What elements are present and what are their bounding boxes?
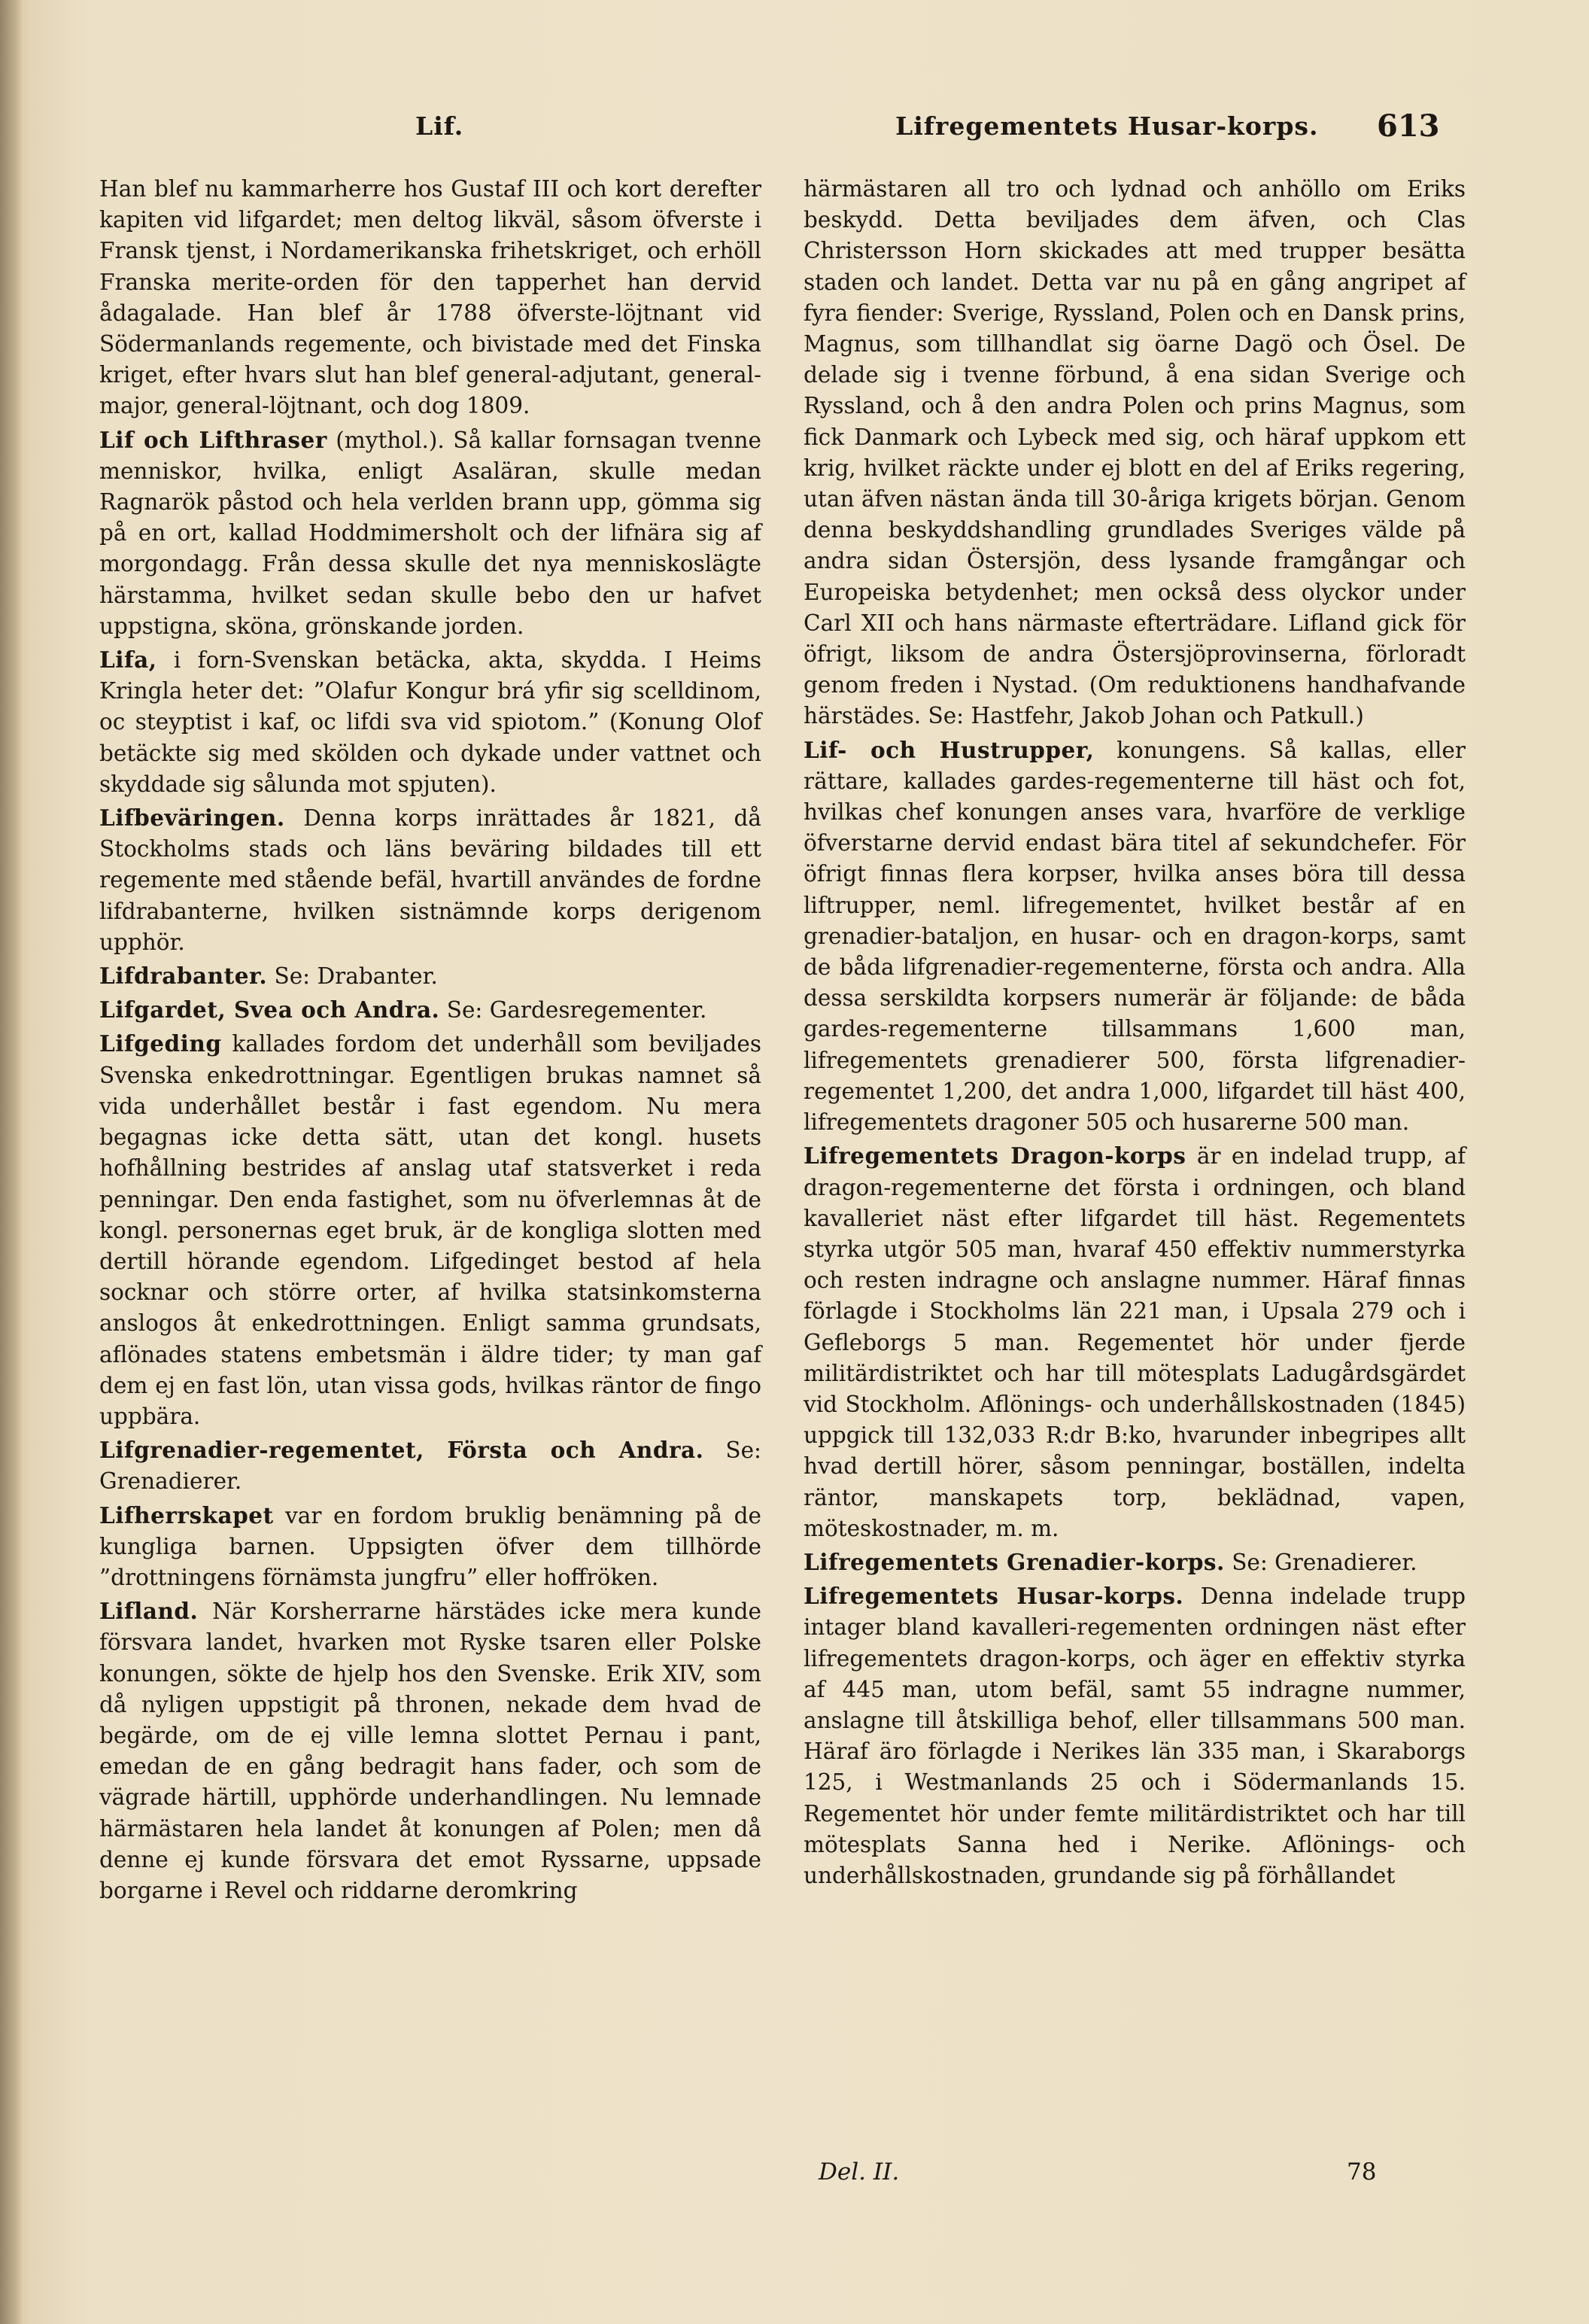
entry-headword: Lifa, [99, 646, 157, 674]
entry-text: Denna korps inrättades år 1821, då Stockholms stads och läns beväring bildades till ett regemente med stående befäl, hvartill användes de fordne lifdrabanterne, hvilken sistnämnde korps derigenom upphör. [99, 805, 761, 955]
dictionary-entry [804, 173, 1466, 732]
entry-text: När Korsherrarne härstädes icke mera kunde försvara landet, hvarken mot Ryske tsaren eller Polske konungen, sökte de hjelp hos den Svenske. Erik XIV, som då nyligen uppstigit på thronen, nekade dem hvad de begärde, om de ej ville lemna slottet Pernau i pant, emedan de en gång bedragit hans fader, och som de vägrade härtill, upphörde underhandlingen. Nu lemnade härmästaren hela landet åt konungen af Polen; men då denne ej kunde försvara det emot Ryssarne, uppsade borgarne i Revel och riddarne deromkring [99, 1599, 761, 1903]
dictionary-entry [99, 173, 761, 422]
dictionary-entry [99, 960, 761, 992]
dictionary-entry [99, 1595, 761, 1906]
entry-text: kallades fordom det underhåll som beviljades Svenska enkedrottningar. Egentligen brukas namnet så vida underhållet består i fast egendom. Nu mera begagnas icke detta sätt, utan det kongl. husets hofhållning bestrides af anslag utaf statsverket i reda penningar. Den enda fastighet, som nu öfverlemnas åt de kongl. personernas eget bruk, är de kongliga slotten med dertill hörande egendom. Lifgedinget bestod af hela socknar och större orter, af hvilka statsinkomsterna anslogos åt enkedrottningen. Enligt samma grundsats, aflönades statens embetsmän i äldre tider; ty man gaf dem ej en fast lön, utan vissa gods, hvilkas räntor de fingo uppbära. [99, 1031, 761, 1429]
dictionary-entry [804, 735, 1466, 1139]
entry-headword: Lifbeväringen. [99, 805, 285, 832]
entry-text: (mythol.). Så kallar fornsagan tvenne menniskor, hvilka, enligt Asaläran, skulle medan Ragnarök påstod och hela verlden brann upp, gömma sig på en ort, kallad Hoddmimersholt och der lifnära sig af morgondagg. Från dessa skulle det nya menniskoslägte härstamma, hvilket sedan skulle bebo den ur hafvet uppstigna, sköna, grönskande jorden. [99, 427, 761, 639]
signature-mark: Del. II. [819, 2158, 900, 2186]
entry-text: Han blef nu kammarherre hos Gustaf III och kort derefter kapiten vid lifgardet; men deltog likväl, såsom öfverste i Fransk tjenst, i Nordamerikanska frihetskriget, och erhöll Franska merite-orden för den tapperhet han dervid ådagalade. Han blef år 1788 öfverste-löjtnant vid Södermanlands regemente, och bivistade med det Finska kriget, efter hvars slut han blef general-adjutant, general-major, general-löjtnant, och dog 1809. [99, 176, 761, 419]
dictionary-entry [99, 994, 761, 1026]
dictionary-entry [804, 1140, 1466, 1544]
running-head-right: Lifregementets Husar-korps. [895, 111, 1319, 141]
dictionary-entry [99, 1028, 761, 1432]
entry-headword: Lifdrabanter. [99, 963, 268, 990]
entry-headword: Lifgrenadier-regementet, Första och Andra. [99, 1437, 704, 1464]
entry-text: Se: Drabanter. [274, 963, 438, 990]
page-number: 613 [1377, 108, 1440, 144]
dictionary-entry [804, 1580, 1466, 1891]
sheet-number: 78 [1347, 2158, 1377, 2186]
entry-text: konungens. Så kallas, eller rättare, kallades gardes-regementerne till häst och fot, hvilkas chef konungen anses vara, hvarföre de verklige öfverstarne dervid endast bära titel af sekundchefer. För öfrigt finnas flera korpser, hvilka anses böra till dessa liftrupper, neml. lifregementet, hvilket består af en grenadier-bataljon, en husar- och en dragon-korps, samt de båda lifgrenadier-regementerne, första och andra. Alla dessa serskildta korpsers numerär är följande: de båda gardes-regementerne tillsammans 1,600 man, lifregementets grenadierer 500, första lifgrenadier-regementet 1,200, det andra 1,000, lifgardet till häst 400, lifregementets dragoner 505 och husarerne 500 man. [804, 737, 1466, 1136]
running-head-left: Lif. [415, 111, 464, 141]
dictionary-entry [99, 1434, 761, 1497]
page-spine-shadow [0, 0, 23, 2324]
dictionary-entry [99, 424, 761, 642]
entry-headword: Lifregementets Dragon-korps [804, 1142, 1186, 1170]
entry-headword: Lifherrskapet [99, 1501, 274, 1529]
entry-headword: Lifregementets Husar-korps. [804, 1583, 1184, 1610]
left-column [99, 173, 761, 1909]
entry-headword: Lif och Lifthraser [99, 426, 327, 453]
entry-text: var en fordom bruklig benämning på de kungliga barnen. Uppsigten öfver dem tillhörde ”drottningens förnämsta jungfru” eller hoffröken. [99, 1502, 761, 1590]
entry-headword: Lifland. [99, 1598, 199, 1625]
entry-headword: Lif- och Hustrupper, [804, 736, 1095, 763]
entry-text: Se: Gardesregementer. [446, 997, 707, 1024]
entry-text: härmästaren all tro och lydnad och anhöllo om Eriks beskydd. Detta beviljades dem äfven, och Clas Christersson Horn skickades att med trupper besätta staden och landet. Detta var nu på en gång angripet af fyra fiender: Sverige, Ryssland, Polen och en Dansk prins, Magnus, som tillhandlat sig öarne Dagö och Ösel. De delade sig i tvenne förbund, å ena sidan Sverige och Ryssland, och å den andra Polen och prins Magnus, som fick Danmark och Lybeck med sig, och häraf uppkom ett krig, hvilket räckte under ej blott en del af Eriks regering, utan äfven nästan ända till 30-åriga krigets början. Genom denna beskyddshandling grundlades Sveriges välde på andra sidan Östersjön, dess lysande framgångar och Europeiska betydenhet; men också dess olyckor under Carl XII och hans närmaste efterträdare. Lifland gick för öfrigt, liksom de andra Östersjöprovinserna, förloradt genom freden i Nystad. (Om reduktionens handhafvande härstädes. Se: Hastfehr, Jakob Johan och Patkull.) [804, 176, 1466, 729]
dictionary-entry [99, 644, 761, 800]
entry-text: i forn-Svenskan betäcka, akta, skydda. I Heims Kringla heter det: ”Olafur Kongur brá yfir sig scelldinom, oc steyptist i kaf, oc lifdi sva vid spiotom.” (Konung Olof betäckte sig med skölden och dykade under vattnet och skyddade sig sålunda mot spjuten). [99, 647, 761, 797]
entry-headword: Lifgeding [99, 1030, 222, 1057]
dictionary-entry [804, 1547, 1466, 1578]
entry-headword: Lifregementets Grenadier-korps. [804, 1548, 1225, 1575]
right-column [804, 173, 1466, 1894]
entry-headword: Lifgardet, Svea och Andra. [99, 996, 440, 1024]
entry-text: Denna indelade trupp intager bland kavalleri-regementen ordningen näst efter lifregementets dragon-korps, och äger en effektiv styrka af 445 man, utom befäl, samt 55 indragne nummer, anslagne till åtskilliga behof, eller tillsammans 500 man. Häraf äro förlagde i Nerikes län 335 man, i Skaraborgs 125, i Westmanlands 25 och i Södermanlands 15. Regementet hör under femte militärdistriktet och har till mötesplats Sanna hed i Nerike. Aflönings- och underhållskostnaden, grundande sig på förhållandet [804, 1583, 1466, 1888]
dictionary-entry [99, 802, 761, 958]
dictionary-entry [99, 1500, 761, 1594]
entry-text: Se: Grenadierer. [99, 1437, 761, 1495]
entry-text: Se: Grenadierer. [1232, 1549, 1417, 1575]
entry-text: är en indelad trupp, af dragon-regementerne det första i ordningen, och bland kavalleriet näst efter lifgardet till häst. Regementets styrka utgör 505 man, hvaraf 450 effektiv nummerstyrka och resten indragne och anslagne nummer. Häraf finnas förlagde i Stockholms län 221 man, i Upsala 279 och i Gefleborgs 5 man. Regementet hör under fjerde militärdistriktet och har till mötesplats Ladugårdsgärdet vid Stockholm. Aflönings- och underhållskostnaden (1845) uppgick till 132,033 R:dr B:ko, hvarunder inbegripes allt hvad dertill hörer, såsom penningar, boställen, indelta räntor, manskapets torp, beklädnad, vapen, möteskostnader, m. m. [804, 1143, 1466, 1541]
